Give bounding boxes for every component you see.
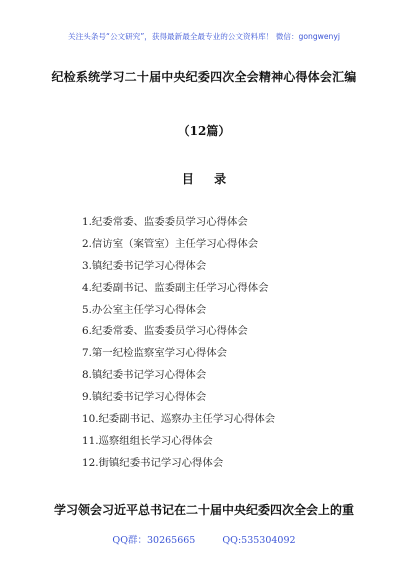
- toc-item-4[interactable]: 4.纪委副书记、监委副主任学习心得体会: [82, 281, 269, 294]
- toc-heading: 目 录: [181, 172, 235, 186]
- toc-item-10[interactable]: 10.纪委副书记、巡察办主任学习心得体会: [82, 413, 276, 426]
- document-title: 纪检系统学习二十届中央纪委四次全会精神心得体会汇编: [51, 70, 357, 84]
- footer-qq: QQ:535304092: [222, 535, 296, 546]
- toc-item-3[interactable]: 3.镇纪委书记学习心得体会: [82, 259, 207, 272]
- toc-item-7[interactable]: 7.第一纪检监察室学习心得体会: [82, 347, 227, 360]
- toc-item-6[interactable]: 6.纪委常委、监委委员学习心得体会: [82, 325, 248, 338]
- toc-item-9[interactable]: 9.镇纪委书记学习心得体会: [82, 391, 207, 404]
- toc-item-8[interactable]: 8.镇纪委书记学习心得体会: [82, 369, 207, 382]
- toc-item-2[interactable]: 2.信访室（案管室）主任学习心得体会: [82, 237, 259, 250]
- toc-item-11[interactable]: 11.巡察组组长学习心得体会: [82, 434, 213, 447]
- header-promo-note: 关注头条号“公文研究”，获得最新最全最专业的公文资料库！ 微信：gongwenyj: [68, 32, 340, 41]
- footer-qq-group: QQ群：30265665: [112, 535, 196, 546]
- toc-item-5[interactable]: 5.办公室主任学习心得体会: [82, 303, 207, 316]
- section-heading: 学习领会习近平总书记在二十届中央纪委四次全会上的重: [53, 503, 354, 517]
- article-count: （12篇）: [177, 124, 231, 138]
- footer-contact: [0, 532, 408, 546]
- toc-item-1[interactable]: 1.纪委常委、监委委员学习心得体会: [82, 216, 248, 228]
- toc-item-12[interactable]: 12.街镇纪委书记学习心得体会: [82, 456, 224, 469]
- table-of-contents: [82, 212, 275, 475]
